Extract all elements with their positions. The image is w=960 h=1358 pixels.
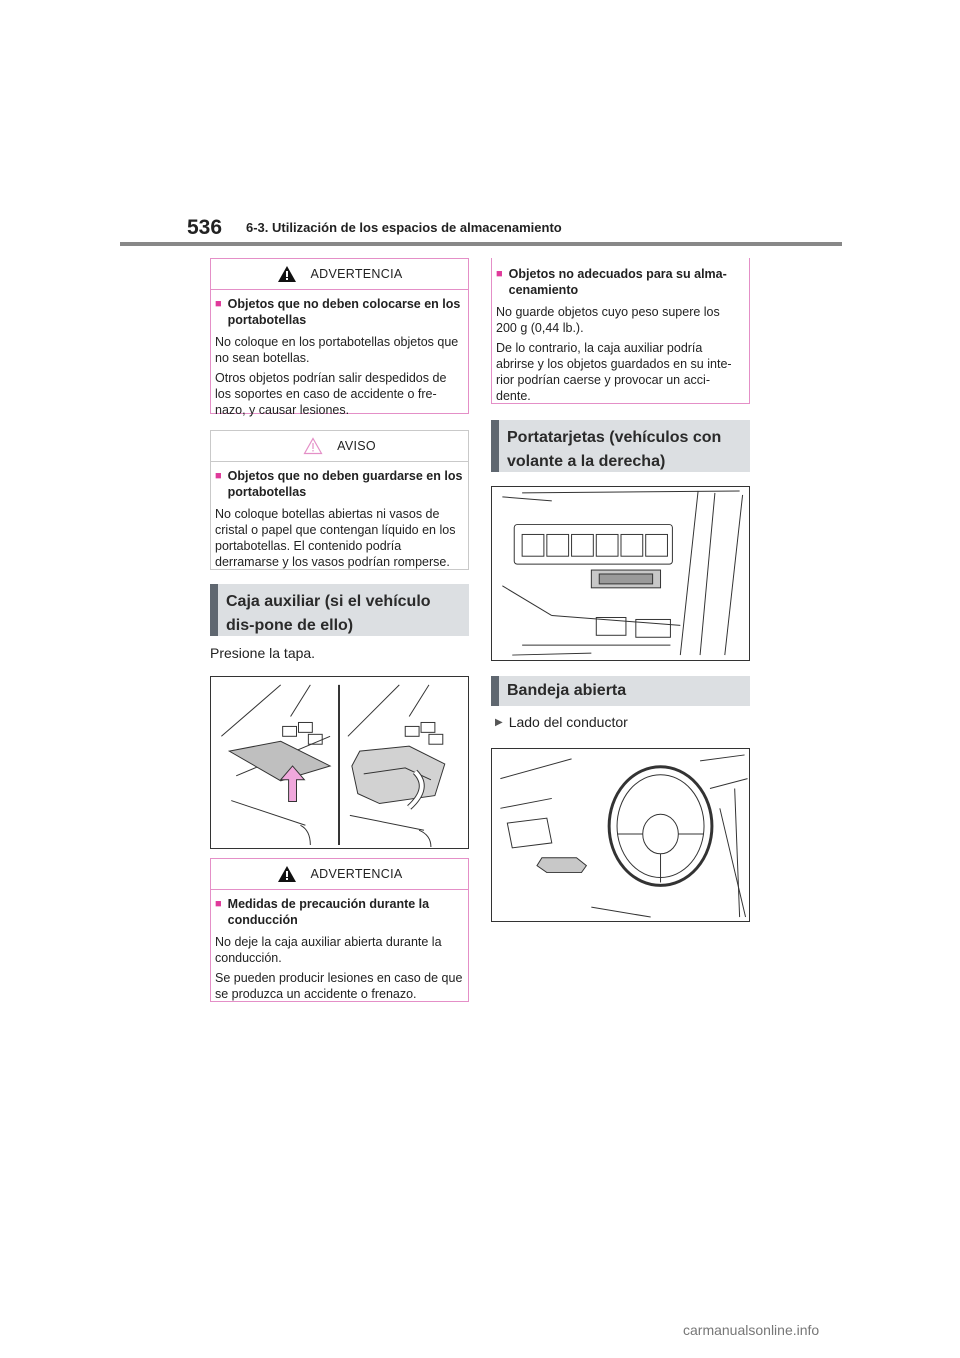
heading-auxiliary-box: Caja auxiliar (si el vehículo dis-pone de ello) [210,584,469,636]
warning-text: No coloque en los portabotellas objetos que no sean botellas. [215,335,459,365]
warning-icon [277,865,297,883]
notice-label: AVISO [337,439,376,453]
item-title: Objetos que no deben colocarse en los portabotellas [227,297,461,327]
warning-box-bottles [210,258,469,417]
item-title: Medidas de precaución durante la conducción [227,897,430,927]
caution-icon [303,437,323,455]
warning-text: No guarde objetos cuyo peso supere los 200 g (0,44 lb.). [496,305,720,335]
warning-header [211,859,468,890]
open-tray-illustration [491,748,750,922]
notice-box-bottles [210,430,469,570]
section-title: 6-3. Utilización de los espacios de almacenamiento [246,220,562,235]
square-bullet-icon: ■ [215,470,222,482]
square-bullet-icon: ■ [215,298,222,310]
auxiliary-box-illustration [210,676,469,849]
warning-label: ADVERTENCIA [310,267,403,281]
warning-icon [277,265,297,283]
warning-header [211,259,468,290]
page-number: 536 [187,216,223,239]
warning-text: De lo contrario, la caja auxiliar podría abrirse y los objetos guardados en su inte-rior podrían caerse y provocar un acci-dente. [496,341,732,403]
heading-card-holder: Portatarjetas (vehículos con volante a la derecha) [491,420,750,472]
square-bullet-icon: ■ [215,898,222,910]
warning-box-driving [210,858,469,1002]
notice-text: No coloque botellas abiertas ni vasos de cristal o papel que contengan líquido en los portabotellas. El contenido podría derramarse y los vasos podrían romperse. [215,507,456,569]
square-bullet-icon: ■ [496,268,503,280]
warning-text: No deje la caja auxiliar abierta durante la conducción. [215,935,442,965]
item-title: Objetos no adecuados para su alma-cenamiento [508,267,727,297]
header-rule [120,242,842,246]
warning-box-continued [491,258,750,404]
heading-open-tray: Bandeja abierta [491,676,750,706]
press-instruction: Presione la tapa. [210,645,316,661]
watermark: carmanualsonline.info [683,1322,820,1338]
card-holder-illustration [491,486,750,661]
notice-header [211,431,468,462]
triangle-bullet-icon: ▶ [495,717,503,728]
bullet-text: Lado del conductor [508,714,628,730]
driver-side-bullet [495,714,628,732]
warning-text: Otros objetos podrían salir despedidos de los soportes en caso de accidente o fre-nazo, y causar lesiones. [215,371,447,417]
warning-text: Se pueden producir lesiones en caso de que se produzca un accidente o frenazo. [215,971,463,1001]
item-title: Objetos que no deben guardarse en los portabotellas [227,469,463,499]
warning-label: ADVERTENCIA [310,867,403,881]
